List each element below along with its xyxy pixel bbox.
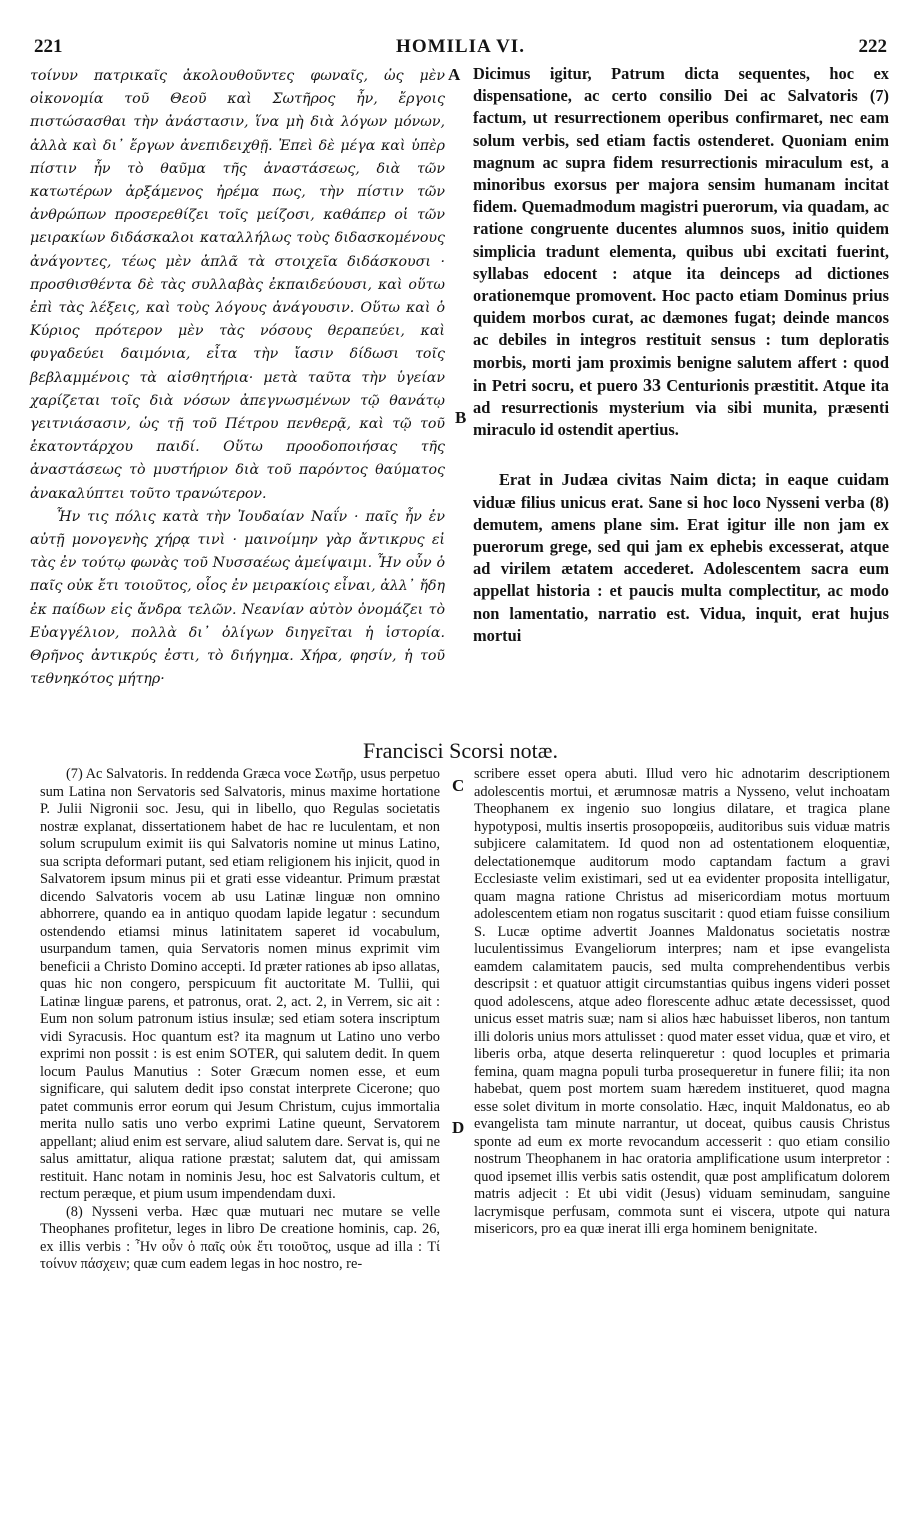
notes-right-column — [474, 766, 890, 1239]
latin-text-column — [473, 63, 889, 647]
notes-heading: Francisci Scorsi notæ. — [363, 738, 558, 763]
running-title: HOMILIA VI. — [396, 36, 525, 57]
notes-left-column — [40, 766, 440, 1274]
page-number-left: 221 — [34, 36, 63, 57]
note-8: (8) Nysseni verba. Hæc quæ mutuari nec mutare se velle Theophanes profitetur, leges in libro De creatione hominis, cap. 26, ex illis verbis : Ἦν οὖν ὁ παῖς οὐκ ἔτι τοιοῦτος, usque ad illa : Τί τοίνυν πάσχειν; quæ cum eadem legas in hoc nostro, re- — [40, 1203, 440, 1272]
column-number: 33 — [643, 374, 661, 395]
margin-marker-c: C — [452, 776, 465, 795]
page-number-right: 222 — [858, 36, 887, 57]
latin-paragraph-1-part-a: Dicimus igitur, Patrum dicta sequentes, hoc ex dispensatione, ac certo consilio Dei ac Salvatoris (7) factum, ut resurrectionem operibus confirmaret, nec eam solum verbis, sed etiam factis ostenderet. Quoniam enim magnum ac supra fidem resurrectionis miraculum est, a minoribus exorsus per majora sensim humanam incitat fidem. Quemadmodum magistri puerorum, via quadam, ac ratione congruente ducentes alumnos suos, initio quidem simplicia tradunt elementa, quibus ubi excitati fuerint, syllabas edocent : atque ita deinceps ad dictiones orationemque promovent. Hoc pacto etiam Dominus prius quidem morbos curat, ac dæmones fugat; deinde mancos ac debiles in integros restituit sensus : tum deploratis morbis, morti jam proximis benigne salutem affert : quod in Petri socru, et puero — [473, 64, 889, 395]
latin-paragraph-2: Erat in Judæa civitas Naim dicta; in eaque cuidam viduæ filius unicus erat. Sane si hoc loco Nysseni verba (8) demutem, amens plane sim. Erat igitur ille non jam ex puerorum grege, sed qui jam ex ephebis excesserat, atque ad virilem ætatem accederet. Adolescentem sacra eum appellat historia : et paucis multa complectitur, ac modo non lamentatio, narratio est. Vidua, inquit, erat hujus mortui — [473, 470, 889, 645]
greek-text-column — [30, 65, 445, 691]
margin-marker-a: A — [448, 65, 461, 84]
margin-marker-b: B — [455, 408, 467, 427]
page-header — [34, 36, 887, 60]
latin-paragraph-1 — [473, 63, 889, 441]
margin-marker-d: D — [452, 1118, 465, 1137]
note-7: (7) Ac Salvatoris. In reddenda Græca voce Σωτῆρ, usus perpetuo sum Latina non Servatoris sed Salvatoris, minus maxime hortatione P. Julii Nigronii soc. Jesu, qui in libello, quo Regulas societatis nostræ explanat, dissertationem habet de hac re luculentam, et non solum scrupulum eximit iis qui Salvatoris nomine ut minus Latino, sua scripta deformari putant, sed etiam religionem his injicit, quod in Salvatorem ipsum minus pii et grati esse videantur. Primum præstat dicendo Salvatoris vocem ab usu Latinæ linguæ non omnino abhorrere, quando ea in antiquo quodam lapide legatur : secundum ostendendo etiamsi minus latinitatem saperet id vocabulum, usurpandum tamen, quia Servatoris nomen minus exprimit vim beneficii a Christo Domino accepti. Id præter rationes ab ipso allatas, quas hic non congero, perspicuum fit auctoritate M. Tullii, qui Latinæ linguæ parens, et patronus, orat. 2, act. 2, in Verrem, sic ait : Eum non solum patronum istius insulæ; sed etiam sotera inscriptum vidi Syracusis. Hoc quantum est? ita magnum ut Latino uno verbo exprimi non possit : is est enim SOTER, qui salutem dedit. In quem locum Paulus Manutius : Soter Græcum nomen esse, et eum significare, qui salutem dedit ipso constat interprete Cicerone; quo patet communis error eorum qui Jesum Christum, cujus immortalia merita nullo satis uno verbo exprimi Latine queunt, Servatorem appellant; aliud enim est servare, aliud salutem dare. Servat is, qui ne salus amittatur, aliqua ratione præstat; salutem dat, qui amissam restituit. Hanc notam in nominis Jesu, hoc est Salvatoris cultum, et rectum peræque, et pium usum impendendam duxi. — [40, 766, 440, 1202]
note-8-continued: scribere esset opera abuti. Illud vero hic adnotarim descriptionem adolescentis mortui, et ærumnosæ matris a Nysseno, velut inchoatam Theophanem ex ingenio suo longius dilatare, et tragica plane hypotyposi, multis insertis prosopopœiis, auditoribus suis viduæ matris subjicere calamitatem. Id quod non ad ostentationem eloquentiæ, delectationemque auditorum modo captandam factum a gravi Ecclesiaste velim existimari, sed ut ea evidenter proposita intelligatur, quam magna ratione Christus ad misericordiam motus mortuum adolescentem etiam non rogatus suscitarit : quod etiam fuisse consilium S. Lucæ optime advertit Joannes Maldonatus societatis nostræ luculentissimus Evangeliorum interpres; nam et ipse evangelista eamdem calamitatem paucis, sed multa comprehendentibus verbis descripsit : et quatuor attigit circumstantias quibus ingens videri posset quod adolescens, atque adeo florescente adhuc ætate decessisset, quod unicus esset matris suæ; nam si alios hæc habuisset liberos, non tantum illi doloris unius mors attulisset : quod mater esset vidua, quæ et viro, et liberis orba, atque deserta relinqueretur : quod locuples et primaria femina, quam magna populi turba prosequeretur in funere filii; ita non habebat, quem post mortem suam hæredem institueret, quod magna esse solet divitum in morte consolatio. Hæc, inquit Maldonatus, eo ab evangelista tam minute narrantur, ut doceat, quibus causis Christus sponte ad eum ex morte revocandum accesserit : quo etiam consilio nostrum Theophanem in hac oratoria amplificatione usum interpretor : quod ipsemet illis verbis satis ostendit, quæ post amplificatum dolorem matris adjecit : Et ubi vidit (Jesus) viduam seminudam, sanguine lacrymisque perfusam, commota sunt ei viscera, utpote qui natura misericors, pro ea quæ inerat illi erga hominem benignitate. — [474, 766, 890, 1237]
latin-paragraph-1-part-b: Centurionis præstitit. Atque ita ad resurrectionis mysterium via sibi munita, præsenti miraculo id ostendit apertius. — [473, 375, 889, 440]
greek-paragraph-2: Ἦν τις πόλις κατὰ τὴν Ἰουδαίαν Ναΐν · παῖς ἦν ἐν αὐτῇ μονογενὴς χήρᾳ τινὶ · μαινοίμην γὰρ ἄντικρυς εἰ τὰς ἐν τούτῳ φωνὰς τοῦ Νυσσαέως ἀμείψαιμι. Ἦν οὖν ὁ παῖς οὐκ ἔτι τοιοῦτος, οἷος ἐν μειρακίοις εἶναι, ἀλλ᾽ ἤδη ἐκ παίδων εἰς ἄνδρα τελῶν. Νεανίαν αὐτὸν ὀνομάζει τὸ Εὐαγγέλιον, πολλὰ δι᾽ ὀλίγων διηγεῖται ἡ ἱστορία. Θρῆνος ἀντικρύς ἐστι, τὸ διήγημα. Χήρα, φησίν, ἡ τοῦ τεθνηκότος μήτηρ· — [30, 508, 445, 688]
greek-paragraph-1: τοίνυν πατρικαῖς ἀκολουθοῦντες φωναῖς, ὡς μὲν οἰκονομία τοῦ Θεοῦ καὶ Σωτῆρος ἦν, ἔργοις πιστώσασθαι τὴν ἀνάστασιν, ἵνα μὴ διὰ λόγων μόνων, ἀλλὰ καὶ δι᾽ ἔργων ἀνεπιδειχθῇ. Ἐπεὶ δὲ μέγα καὶ ὑπὲρ πίστιν ἦν τὸ θαῦμα τῆς ἀναστάσεως, διὰ τῶν κατωτέρων ἀρξάμενος ἠρέμα πως, τὴν πίστιν τῶν ἀνθρώπων προσερεθίζει τοῖς μείζοσι, καθάπερ οἱ τῶν μειρακίων διδάσκαλοι καταλλήλως τοὺς διδασκομένους ἀνάγοντες, τέως μὲν ἁπλᾶ τὰ στοιχεῖα διδάσκουσι · προσθισθέντα δὲ τὰς συλλαβὰς ἐκπαιδεύουσι, καὶ οὕτω ἐπὶ τὰς λέξεις, καὶ τοὺς λόγους ἀνάγουσιν. Οὕτω καὶ ὁ Κύριος πρότερον μὲν τὰς νόσους θεραπεύει, καὶ φυγαδεύει δαιμόνια, εἶτα τὴν ἴασιν δίδωσι τοῖς βεβλαμμένοις τὰ αἰσθητήρια· μετὰ ταῦτα τὴν ὑγείαν χαρίζεται τοῖς διὰ νόσων ἀπεγνωσμένων τῷ θανάτῳ γειτνιάσασιν, ὡς τῇ τοῦ Πέτρου πενθερᾷ, καὶ τῷ τοῦ ἑκατοντάρχου παιδί. Οὕτω προοδοποιήσας τῆς ἀναστάσεως τὸ μυστήριον διὰ τοῦ παρόντος θαύματος ἀνακαλύπτει τοῦτο τρανώτερον. — [30, 68, 445, 502]
